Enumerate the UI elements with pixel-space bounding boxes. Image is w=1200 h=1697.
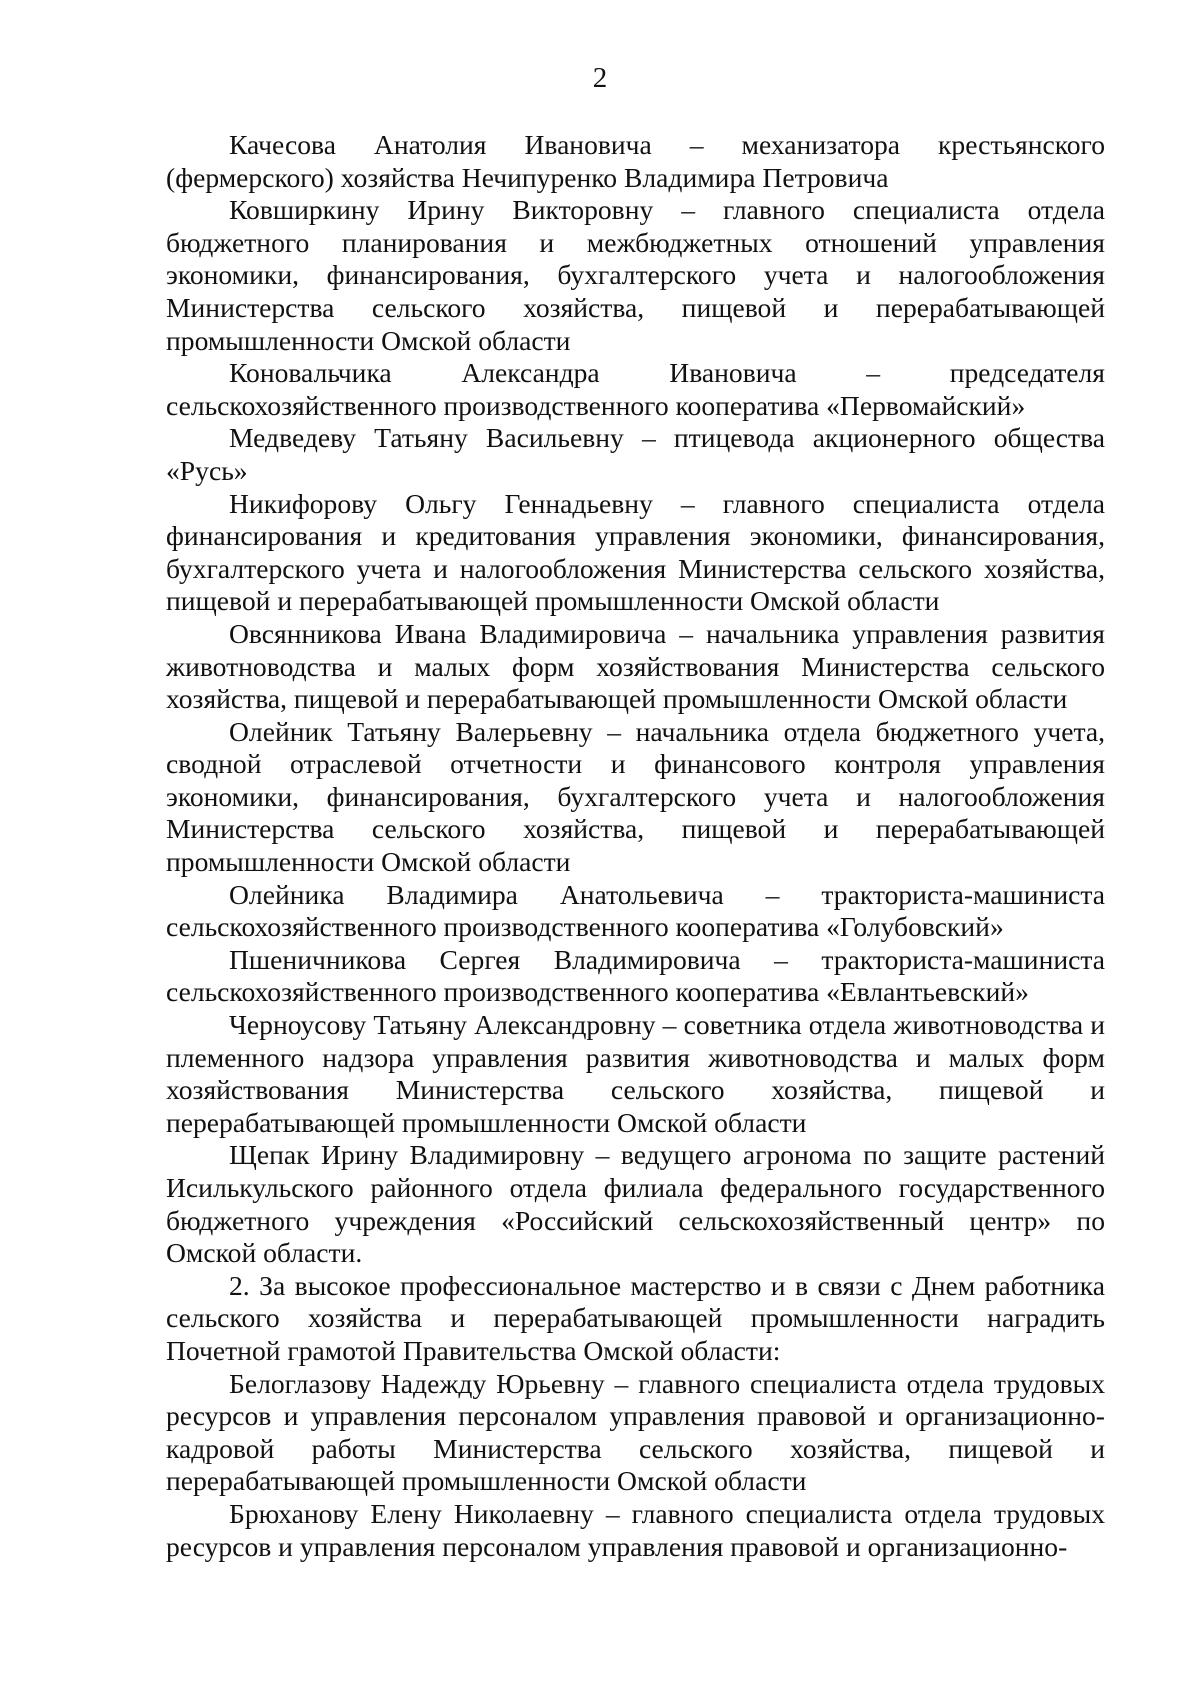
document-body	[166, 129, 1105, 1563]
page-number: 2	[592, 62, 608, 94]
paragraph-beloglazova: Белоглазову Надежду Юрьевну – главного специалиста отдела трудовых ресурсов и управления персоналом управления правовой и организационно-кадровой работы Министерства сельского хозяйства, пищевой и перерабатывающей промышленности Омской области	[166, 1367, 1105, 1497]
paragraph-nikiforova: Никифорову Ольгу Геннадьевну – главного специалиста отдела финансирования и кредитования управления экономики, финансирования, бухгалтерского учета и налогообложения Министерства сельского хозяйства, пищевой и перерабатывающей промышленности Омской области	[166, 487, 1105, 617]
paragraph-medvedeva: Медведеву Татьяну Васильевну – птицевода акционерного общества «Русь»	[166, 422, 1105, 486]
paragraph-shchepak: Щепак Ирину Владимировну – ведущего агронома по защите растений Исилькульского районного отдела филиала федерального государственного бюджетного учреждения «Российский сельскохозяйственный центр» по Омской области.	[166, 1139, 1105, 1269]
paragraph-ovsyannikov: Овсянникова Ивана Владимировича – начальника управления развития животноводства и малых форм хозяйствования Министерства сельского хозяйства, пищевой и перерабатывающей промышленности Омской области	[166, 617, 1105, 715]
paragraph-oleynik-vladimir: Олейника Владимира Анатольевича – тракториста-машиниста сельскохозяйственного производственного кооператива «Голубовский»	[166, 878, 1105, 943]
paragraph-section-2: 2. За высокое профессиональное мастерство и в связи с Днем работника сельского хозяйства и перерабатывающей промышленности наградить Почетной грамотой Правительства Омской области:	[166, 1269, 1105, 1366]
paragraph-kachesov: Качесова Анатолия Ивановича – механизатора крестьянского (фермерского) хозяйства Нечипуренко Владимира Петровича	[166, 129, 1105, 193]
paragraph-bryukhanova: Брюханову Елену Николаевну – главного специалиста отдела трудовых ресурсов и управления персоналом управления правовой и организационно-	[166, 1497, 1105, 1562]
paragraph-konovalchik: Коновальчика Александра Ивановича – председателя сельскохозяйственного производственного кооператива «Первомайский»	[166, 357, 1105, 421]
paragraph-chernousova: Черноусову Татьяну Александровну – советника отдела животноводства и племенного надзора управления развития животноводства и малых форм хозяйствования Министерства сельского хозяйства, пищевой и перерабатывающей промышленности Омской области	[166, 1009, 1105, 1138]
paragraph-kovshirkina: Ковширкину Ирину Викторовну – главного специалиста отдела бюджетного планирования и межбюджетных отношений управления экономики, финансирования, бухгалтерского учета и налогообложения Министерства сельского хозяйства, пищевой и перерабатывающей промышленности Омской области	[166, 194, 1105, 356]
paragraph-oleynik-tatyana: Олейник Татьяну Валерьевну – начальника отдела бюджетного учета, сводной отраслевой отчетности и финансового контроля управления экономики, финансирования, бухгалтерского учета и налогообложения Министерства сельского хозяйства, пищевой и перерабатывающей промышленности Омской области	[166, 715, 1105, 878]
paragraph-pshenichnikov: Пшеничникова Сергея Владимировича – тракториста-машиниста сельскохозяйственного производственного кооператива «Евлантьевский»	[166, 943, 1105, 1008]
